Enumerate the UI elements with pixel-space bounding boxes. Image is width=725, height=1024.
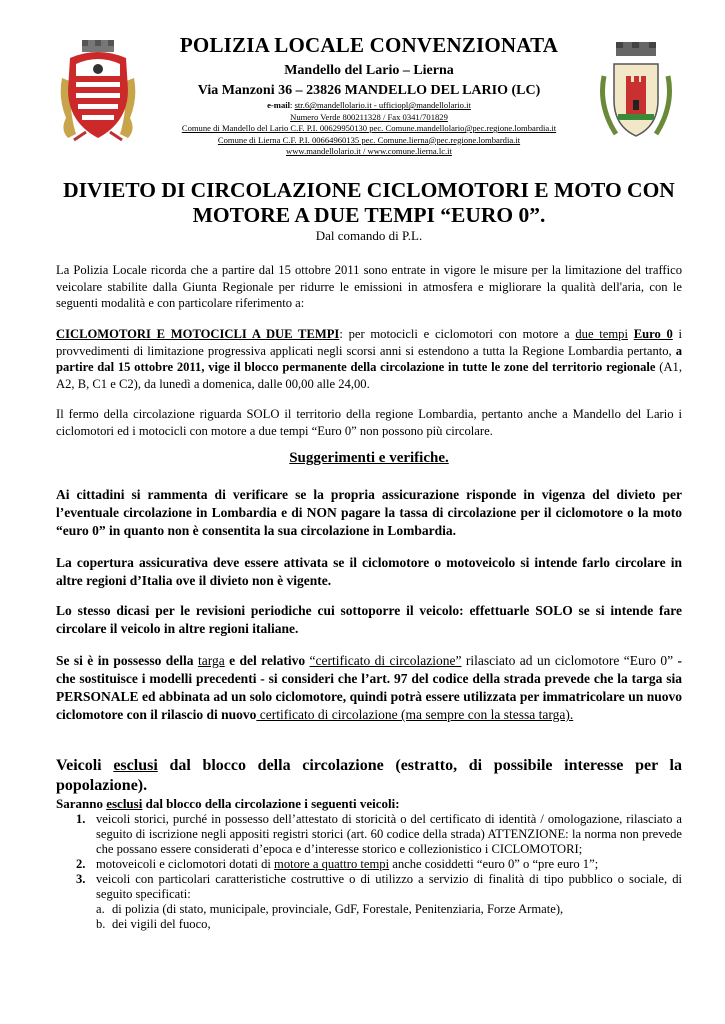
veicoli-esclusi-heading: Veicoli esclusi dal blocco della circolazione (estratto, di possibile interesse per la popolazione). <box>56 757 683 794</box>
email-label: e-mail <box>267 100 291 110</box>
org-subtitle: Mandello del Lario – Lierna <box>284 63 454 78</box>
sub-list-item: b. dei vigili del fuoco, <box>96 917 211 931</box>
byline: Dal comando di P.L. <box>315 228 423 243</box>
mandello-info-line[interactable]: Comune di Mandello del Lario C.F. P.I. 00629950130 pec. Comune.mandellolario@pec.regione.lombardia.it <box>181 123 557 133</box>
assicurazione-paragraph: Ai cittadini si rammenta di verificare se la propria assicurazione risponde in vigenza del divieto per l’eventuale circolazione in Lombardia e di NON pagare la tassa di circolazione per il ciclomotore o la moto “euro 0” in quanto non è consentita la sua circolazione in Lombardia. <box>56 487 682 538</box>
mandello-coat-of-arms-icon <box>56 38 140 148</box>
veicoli-esclusi-list <box>56 812 682 932</box>
ciclomotori-lead: CICLOMOTORI E MOTOCICLI A DUE TEMPI <box>56 327 340 341</box>
lierna-info-line[interactable]: Comune di Lierna C.F. P.I. 00664960135 pec. Comune.lierna@pec.regione.lombardia.it <box>217 134 521 145</box>
targa-paragraph: Se si è in possesso della targa e del relativo “certificato di circolazione” rilasciato ad un ciclomotore “Euro 0” - che sostituisce i modelli precedenti - si consideri che l’art. 97 del codice della strada prevede che la targa sia PERSONALE ed abbinata ad un solo ciclomotore, quindi potrà essere utilizzata per immatricolare un nuovo ciclomotore con il rilascio di nuovo certificato di circolazione (ma sempre con la stessa targa). <box>56 653 683 722</box>
list-item: 2. motoveicoli e ciclomotori dotati di motore a quattro tempi anche cosiddetti “euro 0” o “pre euro 1”; <box>76 857 599 871</box>
revisioni-paragraph: Lo stesso dicasi per le revisioni periodiche cui sottoporre il veicolo: effettuarle SOLO se si intende fare circolare il veicolo in altre regioni italiane. <box>56 603 682 636</box>
section-title: Suggerimenti e verifiche. <box>289 450 449 466</box>
lierna-coat-of-arms-icon <box>596 36 676 154</box>
document-title: DIVIETO DI CIRCOLAZIONE CICLOMOTORI E MOTO CON MOTORE A DUE TEMPI “EURO 0”. <box>63 178 675 227</box>
org-title: POLIZIA LOCALE CONVENZIONATA <box>179 33 559 57</box>
letterhead <box>134 32 604 158</box>
phone-line: Numero Verde 800211328 / Fax 0341/701829 <box>290 111 448 122</box>
list-item: 1. veicoli storici, purché in possesso dell’attestato di storicità o del certificato di identità / omologazione, rilasciato a seguito di iscrizione negli appositi registri storici (art. 60 codice della strada) ATTENZIONE: la norma non prevede che possano essere considerati d’epoca e d’interesse storico e collezionistico i CICLOMOTORI; <box>76 812 682 856</box>
list-item: 3. veicoli con particolari caratteristiche costruttive o di utilizzo a servizio di finalità di tipo pubblico o sociale, di seguito specificati: <box>76 872 682 901</box>
websites-link[interactable]: www.mandellolario.it / www.comune.lierna.lc.it <box>286 146 452 156</box>
sub-list-item: a. di polizia (di stato, municipale, provinciale, GdF, Forestale, Penitenziaria, Forze Armate), <box>96 902 564 916</box>
fermo-paragraph: Il fermo della circolazione riguarda SOLO il territorio della regione Lombardia, pertanto anche a Mandello del Lario i ciclomotori ed i motocicli con motore a due tempi “Euro 0” non possono più circolare. <box>56 407 682 438</box>
copertura-paragraph: La copertura assicurativa deve essere attivata se il ciclomotore o motoveicolo si intende farlo circolare in altre regioni d’Italia ove il divieto non è vigente. <box>56 555 682 588</box>
email-link[interactable]: str.6@mandellolario.it - ufficiopl@mandellolario.it <box>294 100 471 110</box>
org-address: Via Manzoni 36 – 23826 MANDELLO DEL LARIO (LC) <box>197 83 541 98</box>
intro-paragraph: La Polizia Locale ricorda che a partire dal 15 ottobre 2011 sono entrate in vigore le misure per la limitazione del traffico veicolare stabilite dalla Giunta Regionale per ridurre le emissioni in atmosfera e migliorare la qualità dell'aria, con le seguenti modalità e con particolare riferimento a: <box>56 263 682 310</box>
email-line: e-mail: str.6@mandellolario.it - ufficiopl@mandellolario.it <box>267 100 471 110</box>
saranno-esclusi-line: Saranno esclusi dal blocco della circolazione i seguenti veicoli: <box>56 796 400 811</box>
ciclomotori-paragraph: CICLOMOTORI E MOTOCICLI A DUE TEMPI: per motocicli e ciclomotori con motore a due tempi Euro 0 i provvedimenti di limitazione progressiva applicati negli scorsi anni si estendono a tutta la Regione Lombardia pertanto, a partire dal 15 ottobre 2011, vige il blocco permanente della circolazione in tutte le zone del territorio regionale (A1, A2, B, C1 e C2), da lunedì a domenica, dalle 00,00 alle 24,00. <box>56 327 683 391</box>
